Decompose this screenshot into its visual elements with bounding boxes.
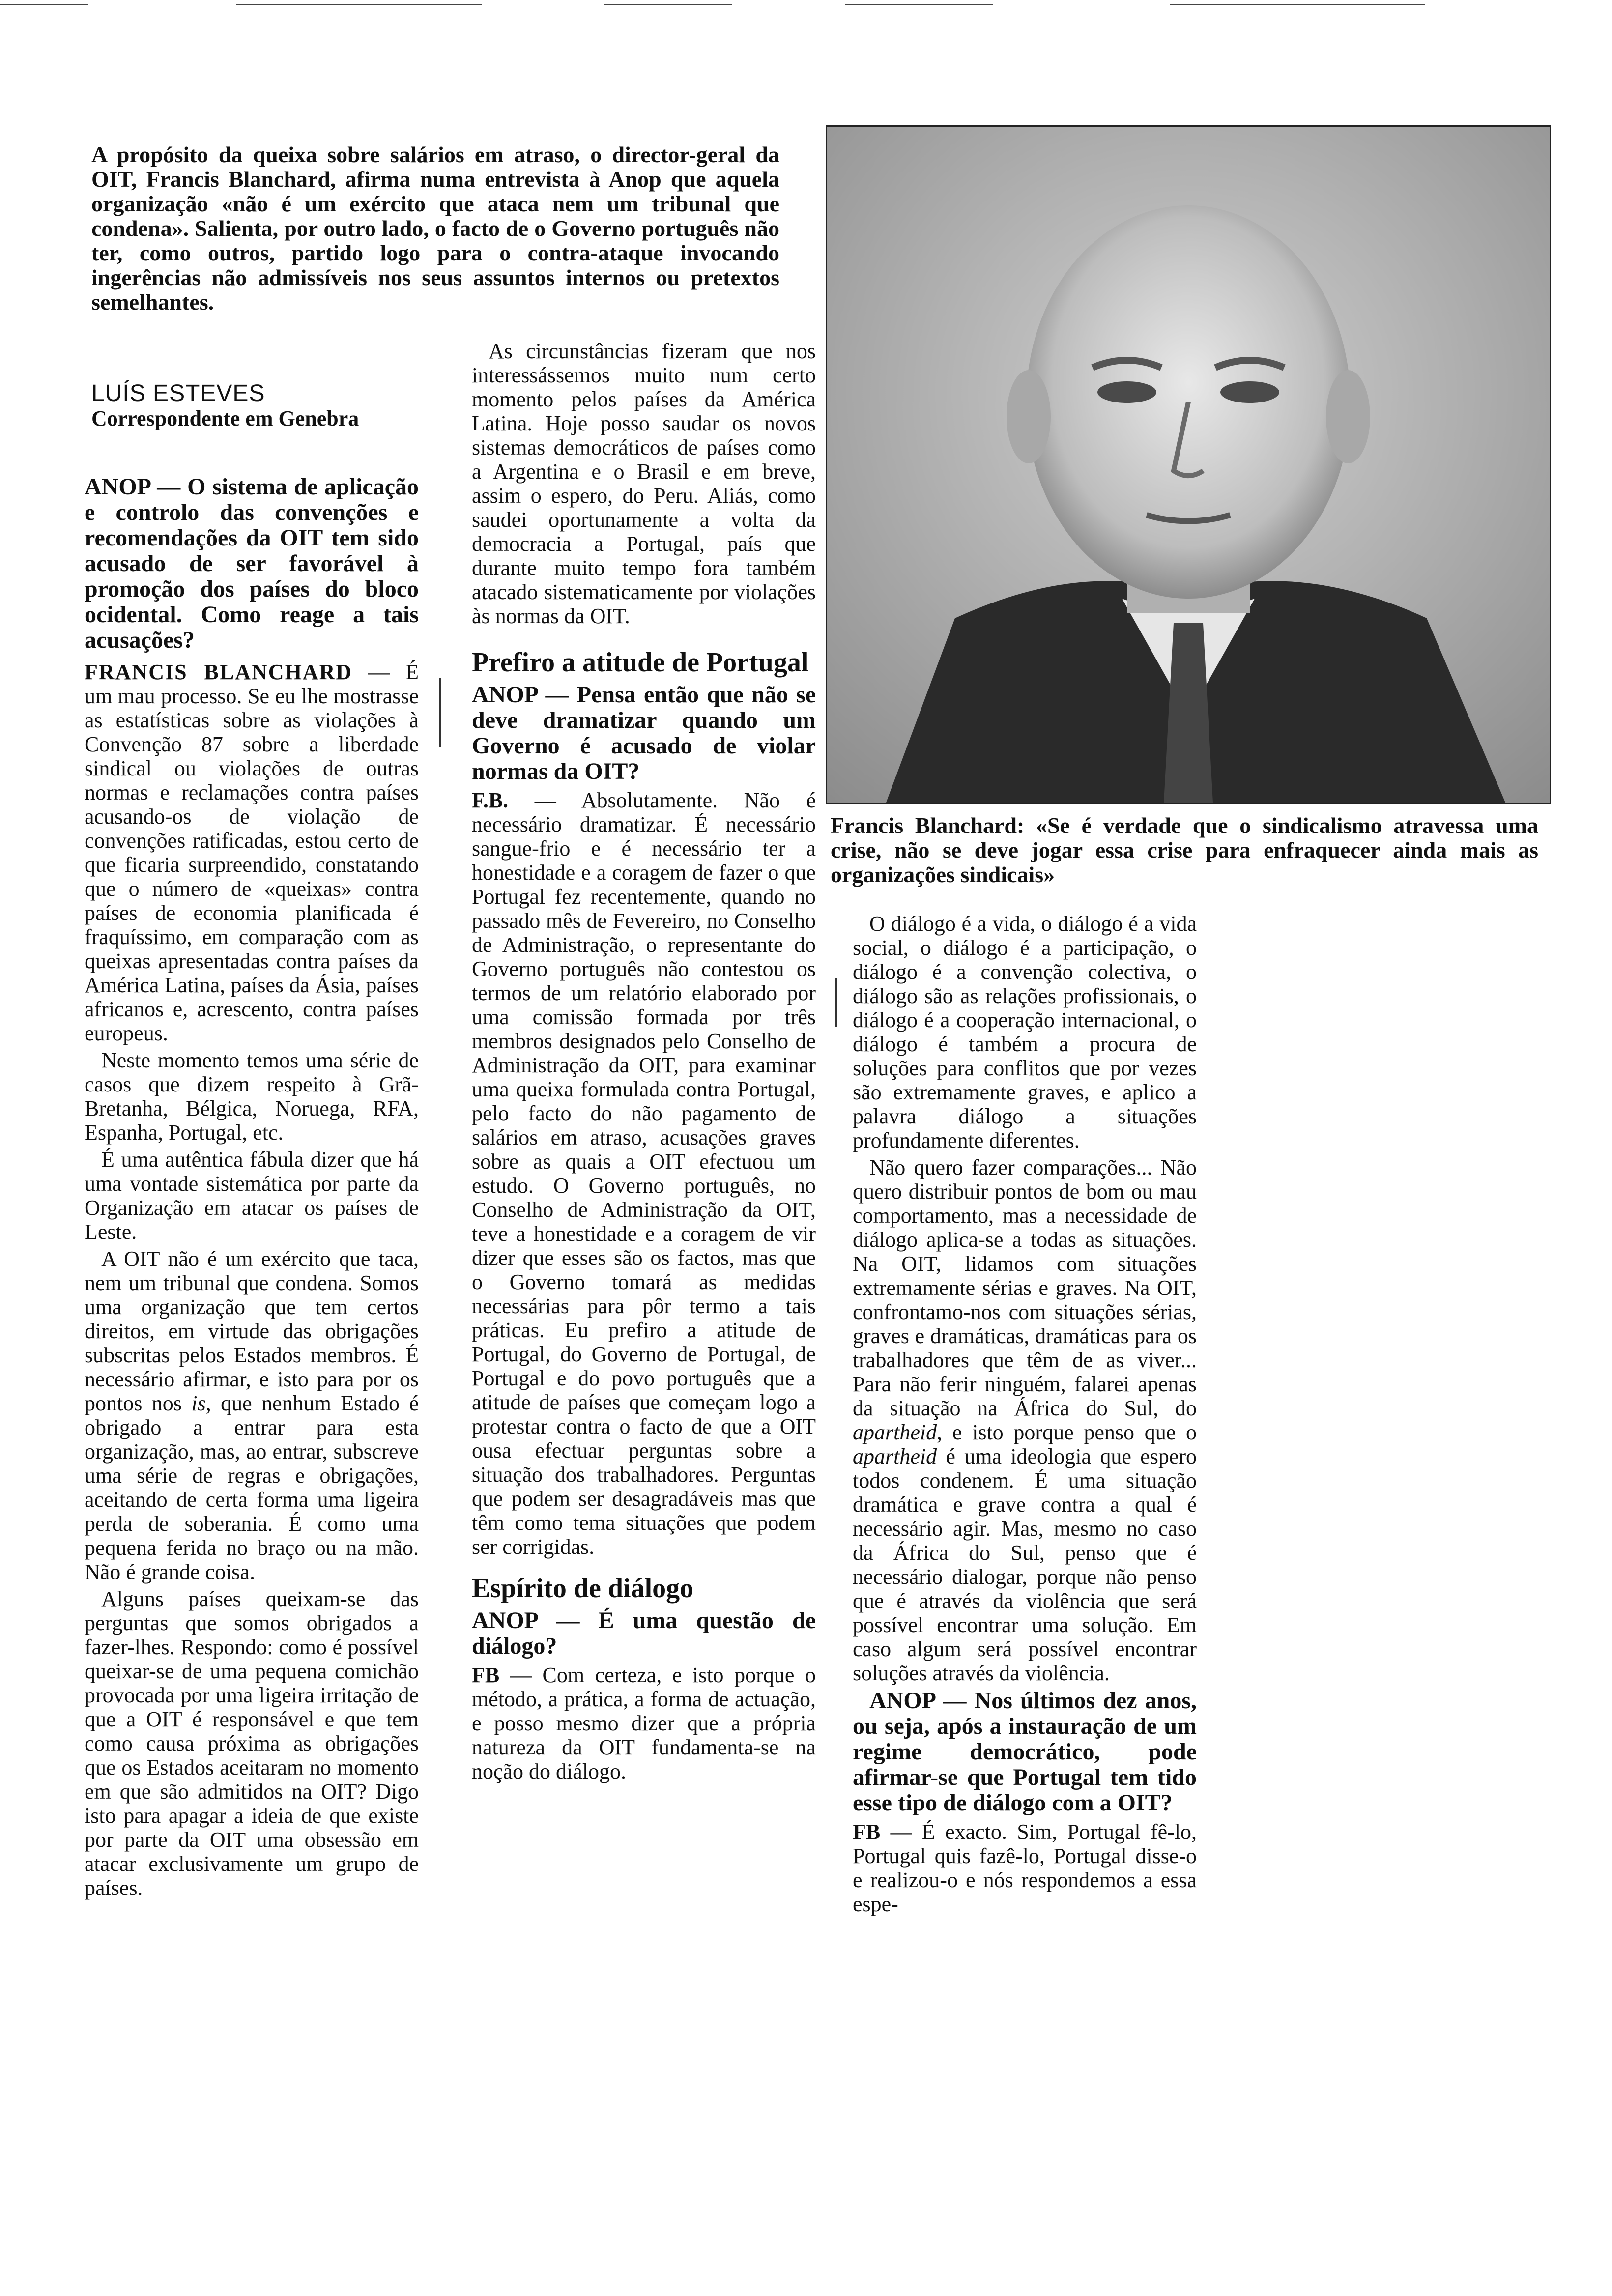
paragraph: Neste momento temos uma série de casos que dizem respeito à Grã-Bretanha, Bélgica, Noruega, RFA, Espanha, Portugal, etc.	[85, 1048, 419, 1145]
photo-caption: Francis Blanchard: «Se é verdade que o sindicalismo atravessa uma crise, não se deve jogar essa crise para enfraquecer ainda mais as organizações sindicais»	[831, 813, 1538, 887]
text-run: é uma ideologia que espero todos condenem. É uma situação dramática e grave contra a qual é necessário agir. Mas, mesmo no caso da África do Sul, penso que é necessário dialogar, porque não penso que é através da violência que será possível encontrar uma solução. Em caso algum será possível encontrar soluções através da violência.	[853, 1444, 1197, 1685]
answer-text: — Com certeza, e isto porque o método, a prática, a forma de actuação, e posso mesmo dizer que a própria natureza da OIT fundamenta-se na noção do diálogo.	[472, 1663, 816, 1783]
column-rule	[439, 678, 441, 747]
italic-run: apartheid	[853, 1420, 937, 1444]
text-run: A OIT não é um exército que taca, nem um tribunal que condena. Somos uma organização que tem certos direitos, em virtude das obrigações subscritas pelos Estados membros. É necessário afirmar, e isto para por os pontos nos	[85, 1247, 419, 1415]
question-1: ANOP — O sistema de aplicação e controlo das convenções e recomendações da OIT tem sido acusado de ser favorável à promoção dos países do bloco ocidental. Como reage a tais acusações?	[85, 474, 419, 653]
speaker-label: FB	[853, 1820, 881, 1844]
answer-text: — É um mau processo. Se eu lhe mostrasse as estatísticas sobre as violações à Convenção 87 sobre a liberdade sindical ou violações de outras normas e reclamações contra países acusando-os de violação de convenções ratificadas, estou certo de que ficaria surpreendido, constatando que o número de «queixas» contra países de economia planificada é fraquíssimo, em comparação com as queixas apresentadas contra países da América Latina, países da Ásia, países africanos e, acrescento, contra países europeus.	[85, 660, 419, 1045]
top-rule	[604, 4, 732, 5]
answer-4	[853, 1820, 1197, 1916]
column-1	[85, 474, 419, 1903]
speaker-label: FRANCIS BLANCHARD	[85, 660, 353, 684]
paragraph	[853, 1155, 1197, 1685]
top-rule	[0, 4, 88, 5]
question-4: ANOP — Nos últimos dez anos, ou seja, após a instauração de um regime democrático, pode afirmar-se que Portugal tem tido esse tipo de diálogo com a OIT?	[853, 1688, 1197, 1816]
paragraph: O diálogo é a vida, o diálogo é a vida social, o diálogo é a participação, o diálogo é a convenção colectiva, o diálogo são as relações profissionais, o diálogo é a cooperação internacional, o diálogo é também a procura de soluções para conflitos que por vezes são extremamente graves, e aplico a palavra diálogo a situações profundamente diferentes.	[853, 912, 1197, 1152]
author-role: Correspondente em Genebra	[91, 406, 359, 430]
answer-3	[472, 1663, 816, 1783]
lead-block	[91, 143, 779, 315]
byline	[91, 381, 485, 431]
question-3: ANOP — É uma questão de diálogo?	[472, 1607, 816, 1659]
answer-2	[472, 788, 816, 1559]
portrait-image	[827, 127, 1550, 803]
subheading-1: Prefiro a atitude de Portugal	[472, 647, 809, 678]
question-2: ANOP — Pensa então que não se deve dramatizar quando um Governo é acusado de violar normas da OIT?	[472, 682, 816, 784]
answer-1	[85, 660, 419, 1045]
column-rule	[835, 978, 837, 1027]
lead-paragraph: A propósito da queixa sobre salários em atraso, o director-geral da OIT, Francis Blanchard, afirma numa entrevista à Anop que aquela organização «não é um exército que ataca nem um tribunal que condena». Salienta, por outro lado, o facto de o Governo português não ter, como outros, partido logo para o contra-ataque invocando ingerências não admissíveis nos seus assuntos internos ou pretextos semelhantes.	[91, 142, 779, 315]
text-run: , que nenhum Estado é obrigado a entrar para esta organização, mas, ao entrar, subscreve uma série de regras e obrigações, aceitando de certa forma uma ligeira perda de soberania. É como uma pequena ferida no braço ou na mão. Não é grande coisa.	[85, 1391, 419, 1584]
answer-text: — Absolutamente. Não é necessário dramatizar. É necessário sangue-frio e é necessário ter a honestidade e a coragem de fazer o que Portugal fez recentemente, quando no passado mês de Fevereiro, no Conselho de Administração, o representante do Governo português não contestou os termos de um relatório elaborado por uma comissão formada por três membros designados pelo Conselho de Administração da OIT, para examinar uma queixa formulada contra Portugal, pelo facto do não pagamento de salários em atraso, acusações graves sobre as quais a OIT efectuou um estudo. O Governo português, no Conselho de Administração da OIT, teve a honestidade e a coragem de vir dizer que esses são os factos, mas que o Governo tomará as medidas necessárias para pôr termo a tais práticas. Eu prefiro a atitude de Portugal, do Governo de Portugal, de Portugal e do povo português que a atitude de países que começam logo a protestar contra o facto de que a OIT ousa efectuar perguntas sobre a situação dos trabalhadores. Perguntas que podem ser desagradáveis mas que têm como tema situações que podem ser corrigidas.	[472, 788, 816, 1559]
paragraph: Alguns países queixam-se das perguntas que somos obrigados a fazer-lhes. Respondo: como é possível queixar-se de uma pequena comichão provocada por uma ligeira irritação de que a OIT é responsável e que tem como causa próxima as obrigações que os Estados aceitaram no momento em que são admitidos na OIT? Digo isto para apagar a ideia de que existe por parte da OIT uma obsessão em atacar exclusivamente um grupo de países.	[85, 1587, 419, 1900]
answer-text: — É exacto. Sim, Portugal fê-lo, Portugal quis fazê-lo, Portugal disse-o e realizou-o e nós respondemos a essa espe-	[853, 1820, 1197, 1916]
text-run: , e isto porque penso que o	[937, 1420, 1197, 1444]
italic-run: apartheid	[853, 1444, 937, 1468]
portrait-photo	[826, 125, 1551, 804]
italic-run: is	[191, 1391, 206, 1415]
subheading-2: Espírito de diálogo	[472, 1573, 694, 1604]
top-rule	[236, 4, 482, 5]
column-3	[853, 912, 1197, 1919]
photo-caption-block	[831, 813, 1538, 887]
top-rule	[1170, 4, 1425, 5]
author-name: LUÍS ESTEVES	[91, 380, 265, 406]
paragraph: As circunstâncias fizeram que nos interessássemos muito num certo momento pelos países da América Latina. Hoje posso saudar os novos sistemas democráticos de países como a Argentina e o Brasil e em breve, assim o espero, do Peru. Aliás, como saudei oportunamente a volta da democracia a Portugal, país que durante muito tempo fora também atacado sistematicamente por violações às normas da OIT.	[472, 339, 816, 628]
top-rule	[845, 4, 993, 5]
paragraph	[85, 1247, 419, 1584]
speaker-label: F.B.	[472, 788, 509, 812]
column-2	[472, 339, 816, 1786]
paragraph: É uma autêntica fábula dizer que há uma vontade sistemática por parte da Organização em atacar os países de Leste.	[85, 1148, 419, 1244]
speaker-label: FB	[472, 1663, 500, 1687]
text-run: Não quero fazer comparações... Não quero distribuir pontos de bom ou mau comportamento, mas a necessidade de diálogo aplica-se a todas as situações. Na OIT, lidamos com situações extremamente sérias e graves. Na OIT, confrontamo-nos com situações sérias, graves e dramáticas, dramáticas para os trabalhadores que têm de as viver... Para não ferir ninguém, falarei apenas da situação na África do Sul, do	[853, 1155, 1197, 1420]
